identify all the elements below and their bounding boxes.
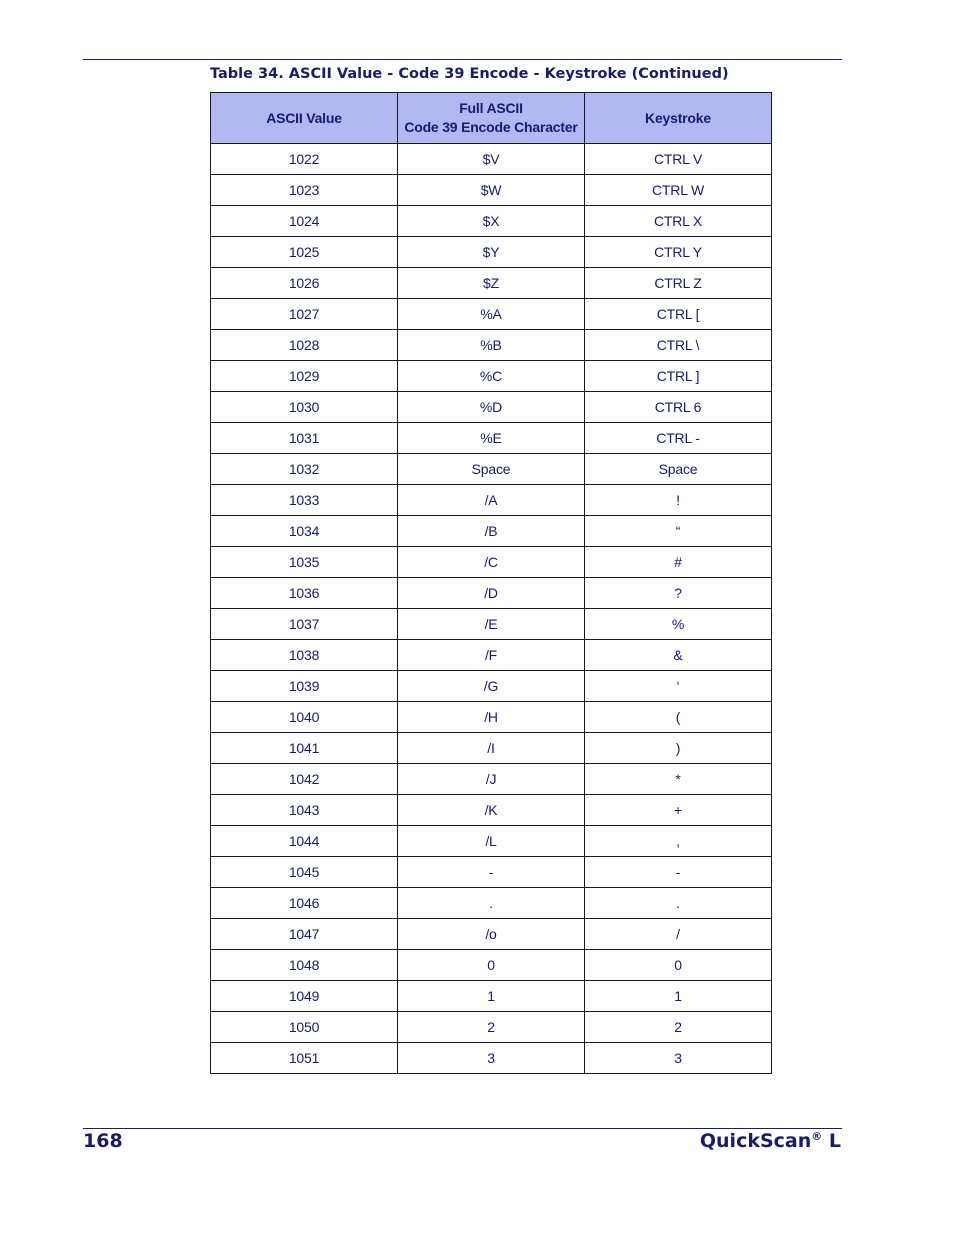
bottom-rule	[83, 1128, 842, 1129]
ascii-value-cell: 1041	[211, 733, 398, 764]
table-row	[211, 857, 772, 888]
table-row	[211, 795, 772, 826]
keystroke-cell: 2	[585, 1012, 772, 1043]
table-row	[211, 671, 772, 702]
ascii-value-cell: 1027	[211, 299, 398, 330]
code39-character-cell: 2	[398, 1012, 585, 1043]
header-keystroke	[585, 93, 772, 144]
table-row	[211, 981, 772, 1012]
ascii-value-cell: 1046	[211, 888, 398, 919]
header-full-ascii-line2: Code 39 Encode Character	[404, 119, 578, 135]
code39-character-cell: 1	[398, 981, 585, 1012]
code39-character-cell: $W	[398, 175, 585, 206]
code39-character-cell: -	[398, 857, 585, 888]
keystroke-cell: CTRL Y	[585, 237, 772, 268]
table-row	[211, 950, 772, 981]
ascii-value-cell: 1045	[211, 857, 398, 888]
keystroke-cell: .	[585, 888, 772, 919]
table-row	[211, 640, 772, 671]
header-full-ascii	[398, 93, 585, 144]
keystroke-cell: CTRL W	[585, 175, 772, 206]
code39-character-cell: %E	[398, 423, 585, 454]
header-ascii-value-label: ASCII Value	[266, 109, 342, 126]
table-row	[211, 826, 772, 857]
code39-character-cell: /B	[398, 516, 585, 547]
ascii-value-cell: 1022	[211, 144, 398, 175]
code39-character-cell: /L	[398, 826, 585, 857]
header-full-ascii-line1: Full ASCII	[459, 100, 523, 116]
keystroke-cell: +	[585, 795, 772, 826]
table-row	[211, 888, 772, 919]
table-row	[211, 454, 772, 485]
code39-character-cell: /G	[398, 671, 585, 702]
keystroke-cell: /	[585, 919, 772, 950]
keystroke-cell: “	[585, 516, 772, 547]
code39-character-cell: /D	[398, 578, 585, 609]
keystroke-cell: ?	[585, 578, 772, 609]
ascii-value-cell: 1037	[211, 609, 398, 640]
table-row	[211, 392, 772, 423]
keystroke-cell: #	[585, 547, 772, 578]
keystroke-cell: %	[585, 609, 772, 640]
header-ascii-value	[211, 93, 398, 144]
table-row	[211, 330, 772, 361]
keystroke-cell: 0	[585, 950, 772, 981]
ascii-value-cell: 1031	[211, 423, 398, 454]
top-rule	[83, 59, 842, 60]
code39-character-cell: /E	[398, 609, 585, 640]
ascii-value-cell: 1025	[211, 237, 398, 268]
code39-character-cell: $X	[398, 206, 585, 237]
table-header-row	[211, 93, 772, 144]
keystroke-cell: -	[585, 857, 772, 888]
keystroke-cell: ,	[585, 826, 772, 857]
code39-character-cell: /A	[398, 485, 585, 516]
keystroke-cell: *	[585, 764, 772, 795]
ascii-value-cell: 1024	[211, 206, 398, 237]
ascii-value-cell: 1043	[211, 795, 398, 826]
table-row	[211, 175, 772, 206]
table-body	[211, 144, 772, 1074]
ascii-value-cell: 1028	[211, 330, 398, 361]
table-row	[211, 764, 772, 795]
ascii-value-cell: 1042	[211, 764, 398, 795]
page-number: 168	[83, 1130, 123, 1152]
code39-character-cell: /o	[398, 919, 585, 950]
code39-character-cell: $Y	[398, 237, 585, 268]
ascii-value-cell: 1038	[211, 640, 398, 671]
ascii-value-cell: 1044	[211, 826, 398, 857]
ascii-value-cell: 1050	[211, 1012, 398, 1043]
keystroke-cell: CTRL -	[585, 423, 772, 454]
table-row	[211, 144, 772, 175]
table-row	[211, 485, 772, 516]
product-name	[700, 1130, 841, 1152]
keystroke-cell: ‘	[585, 671, 772, 702]
table-row	[211, 268, 772, 299]
keystroke-cell: CTRL V	[585, 144, 772, 175]
ascii-value-cell: 1032	[211, 454, 398, 485]
keystroke-cell: &	[585, 640, 772, 671]
keystroke-cell: CTRL 6	[585, 392, 772, 423]
keystroke-cell: Space	[585, 454, 772, 485]
ascii-value-cell: 1026	[211, 268, 398, 299]
keystroke-cell: CTRL Z	[585, 268, 772, 299]
code39-character-cell: /C	[398, 547, 585, 578]
table-row	[211, 578, 772, 609]
code39-character-cell: /F	[398, 640, 585, 671]
ascii-value-cell: 1051	[211, 1043, 398, 1074]
table-row	[211, 1043, 772, 1074]
keystroke-cell: !	[585, 485, 772, 516]
keystroke-cell: CTRL ]	[585, 361, 772, 392]
code39-character-cell: 0	[398, 950, 585, 981]
product-name-suffix: L	[822, 1130, 841, 1152]
table-row	[211, 423, 772, 454]
ascii-value-cell: 1029	[211, 361, 398, 392]
table-row	[211, 702, 772, 733]
ascii-value-cell: 1036	[211, 578, 398, 609]
ascii-value-cell: 1040	[211, 702, 398, 733]
table-caption: Table 34. ASCII Value - Code 39 Encode - Keystroke (Continued)	[210, 66, 729, 82]
ascii-value-cell: 1047	[211, 919, 398, 950]
ascii-value-cell: 1023	[211, 175, 398, 206]
code39-character-cell: /J	[398, 764, 585, 795]
ascii-value-cell: 1048	[211, 950, 398, 981]
code39-character-cell: 3	[398, 1043, 585, 1074]
code39-character-cell: /I	[398, 733, 585, 764]
table-row	[211, 1012, 772, 1043]
table-row	[211, 547, 772, 578]
header-keystroke-label: Keystroke	[645, 109, 711, 126]
code39-character-cell: .	[398, 888, 585, 919]
code39-character-cell: %B	[398, 330, 585, 361]
ascii-value-cell: 1039	[211, 671, 398, 702]
keystroke-cell: (	[585, 702, 772, 733]
table-row	[211, 609, 772, 640]
code39-character-cell: %D	[398, 392, 585, 423]
code39-character-cell: %C	[398, 361, 585, 392]
code39-character-cell: Space	[398, 454, 585, 485]
code39-character-cell: /K	[398, 795, 585, 826]
keystroke-cell: CTRL \	[585, 330, 772, 361]
table-row	[211, 237, 772, 268]
ascii-value-cell: 1034	[211, 516, 398, 547]
table-row	[211, 206, 772, 237]
keystroke-cell: 3	[585, 1043, 772, 1074]
keystroke-cell: 1	[585, 981, 772, 1012]
product-name-text: QuickScan	[699, 1130, 812, 1152]
ascii-value-cell: 1035	[211, 547, 398, 578]
keystroke-cell: CTRL X	[585, 206, 772, 237]
ascii-value-cell: 1033	[211, 485, 398, 516]
table-row	[211, 919, 772, 950]
keystroke-cell: CTRL [	[585, 299, 772, 330]
table-row	[211, 361, 772, 392]
ascii-value-cell: 1049	[211, 981, 398, 1012]
ascii-value-cell: 1030	[211, 392, 398, 423]
code39-character-cell: $V	[398, 144, 585, 175]
code39-character-cell: $Z	[398, 268, 585, 299]
code39-character-cell: /H	[398, 702, 585, 733]
code39-character-cell: %A	[398, 299, 585, 330]
table-row	[211, 299, 772, 330]
table-row	[211, 516, 772, 547]
keystroke-cell: )	[585, 733, 772, 764]
ascii-code39-table	[210, 92, 772, 1074]
registered-mark: ®	[811, 1130, 823, 1143]
table-row	[211, 733, 772, 764]
